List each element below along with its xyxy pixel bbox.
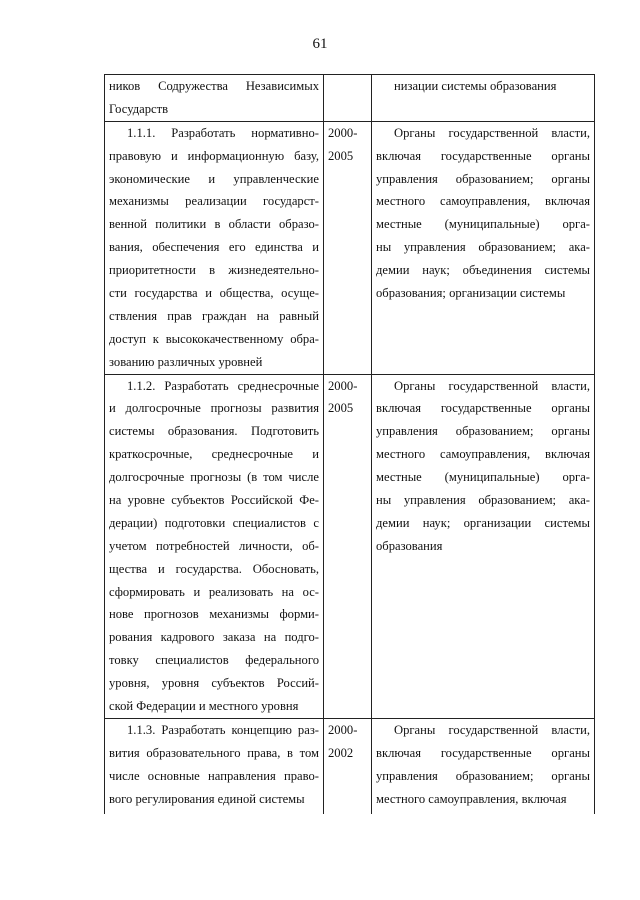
period-cell <box>324 75 372 122</box>
task-line: 1.1.2. Разработать среднесрочные <box>127 378 319 393</box>
executor-line: включая государственные органы <box>376 745 590 760</box>
task-line: приоритетности в жизнедеятельно- <box>109 263 319 278</box>
table-row <box>105 75 595 122</box>
task-line: ников Содружества Независимых <box>109 79 319 93</box>
period-line: 2000- <box>328 125 358 140</box>
executor-line: управления образованием; органы <box>376 171 590 186</box>
executor-line: демии наук; объединения системы <box>376 263 590 278</box>
task-line: зованию различных уровней <box>109 354 263 369</box>
executor-line: управления образованием; органы <box>376 424 590 439</box>
task-cell <box>105 121 324 374</box>
executor-cell <box>372 121 595 374</box>
table-row <box>105 718 595 813</box>
task-line: 1.1.1. Разработать нормативно- <box>127 125 319 140</box>
executor-cell <box>372 718 595 813</box>
task-cell <box>105 75 324 122</box>
task-line: на уровне субъектов Российской Фе- <box>109 493 319 508</box>
task-line: уровня, уровня субъектов Россий- <box>109 676 319 691</box>
task-line: вого регулирования единой системы <box>109 791 305 806</box>
task-line: доступ к высококачественному обра- <box>109 331 319 346</box>
task-line: числе основные направления право- <box>109 768 319 783</box>
period-cell <box>324 374 372 718</box>
task-cell <box>105 374 324 718</box>
executor-cell <box>372 374 595 718</box>
executor-line: местные (муниципальные) орга- <box>376 470 590 485</box>
task-line: нове прогнозов механизмы форми- <box>109 607 319 622</box>
executor-line: местного самоуправления, включая <box>376 194 590 209</box>
task-line: механизмы реализации государст- <box>109 194 319 209</box>
task-line: экономические и управленческие <box>109 171 319 186</box>
period-line: 2005 <box>328 148 354 163</box>
task-line: венной политики в области образо- <box>109 217 319 232</box>
measures-table <box>104 74 595 814</box>
executor-line: образования; организации системы <box>376 286 566 301</box>
task-line: щества и государства. Обосновать, <box>109 561 319 576</box>
executor-line: Органы государственной власти, <box>394 125 590 140</box>
executor-line: ны управления образованием; ака- <box>376 493 590 508</box>
period-line: 2005 <box>328 401 354 416</box>
table-row <box>105 374 595 718</box>
period-line: 2000- <box>328 722 358 737</box>
executor-cell <box>372 75 595 122</box>
task-line: 1.1.3. Разработать концепцию раз- <box>127 722 319 737</box>
task-line: учетом потребностей личности, об- <box>109 538 319 553</box>
task-line: системы образования. Подготовить <box>109 424 319 439</box>
task-line: и долгосрочные прогнозы развития <box>109 401 319 416</box>
task-cell <box>105 718 324 813</box>
page-number: 61 <box>312 36 328 52</box>
task-line: Государств <box>109 101 169 116</box>
task-line: сформировать и реализовать на ос- <box>109 584 319 599</box>
executor-line: Органы государственной власти, <box>394 378 590 393</box>
executor-line: управления образованием; органы <box>376 768 590 783</box>
period-cell <box>324 718 372 813</box>
table-row <box>105 121 595 374</box>
task-line: вития образовательного права, в том <box>109 745 319 760</box>
task-line: ствления прав граждан на равный <box>109 308 319 323</box>
task-line: правовую и информационную базу, <box>109 148 319 163</box>
period-line: 2002 <box>328 745 354 760</box>
task-line: долгосрочные прогнозы (в том числе <box>109 470 319 485</box>
task-line: вания, обеспечения его единства и <box>109 240 319 255</box>
executor-line: включая государственные органы <box>376 148 590 163</box>
task-line: сти государства и общества, осуще- <box>109 286 319 301</box>
executor-line: демии наук; организации системы <box>376 515 590 530</box>
executor-line: Органы государственной власти, <box>394 722 590 737</box>
executor-line: низации системы образования <box>394 79 557 93</box>
period-line: 2000- <box>328 378 358 393</box>
executor-line: образования <box>376 538 443 553</box>
executor-line: местные (муниципальные) орга- <box>376 217 590 232</box>
executor-line: включая государственные органы <box>376 401 590 416</box>
task-line: ской Федерации и местного уровня <box>109 699 299 714</box>
executor-line: местного самоуправления, включая <box>376 447 590 462</box>
task-line: дерации) подготовки специалистов с <box>109 515 319 530</box>
executor-line: местного самоуправления, включая <box>376 791 567 806</box>
period-cell <box>324 121 372 374</box>
executor-line: ны управления образованием; ака- <box>376 240 590 255</box>
task-line: рования кадрового заказа на подго- <box>109 630 319 645</box>
task-line: товку специалистов федерального <box>109 653 319 668</box>
task-line: краткосрочные, среднесрочные и <box>109 447 319 462</box>
